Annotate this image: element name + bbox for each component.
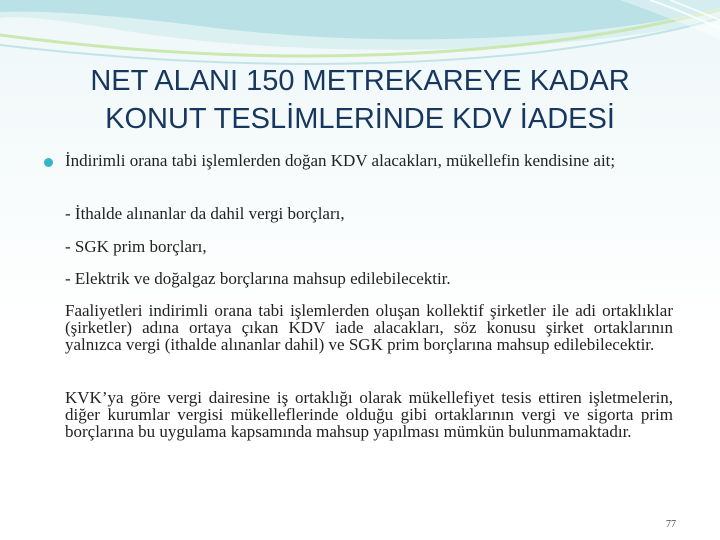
list-item-ithalde: - İthalde alınanlar da dahil vergi borçları, (65, 204, 345, 223)
title-line-1: NET ALANI 150 METREKAREYE KADAR (90, 65, 630, 97)
bullet-text: İndirimli orana tabi işlemlerden doğan KDV alacakları, mükellefin kendisine ait; (65, 151, 616, 170)
slide-title (40, 62, 680, 138)
page-number: 77 (666, 519, 676, 530)
paragraph-kvk: KVK’ya göre vergi dairesine iş ortaklığı olarak mükellefiyet tesis ettiren işletmelerin, diğer kurumlar vergisi mükelleflerinde olduğu gibi ortaklarının vergi ve sigorta prim borçlarına bu uygulama kapsamında mahsup yapılması mümkün bulunmamaktadır. (65, 388, 673, 441)
bullet-dot-icon (44, 158, 53, 167)
list-item-elektrik: - Elektrik ve doğalgaz borçlarına mahsup edilebilecektir. (65, 269, 451, 288)
title-line-2: KONUT TESLİMLERİNDE KDV İADESİ (105, 103, 615, 135)
list-item-sgk: - SGK prim borçları, (65, 237, 207, 256)
paragraph-kollektif: Faaliyetleri indirimli orana tabi işlemlerden oluşan kollektif şirketler ile adi ortaklıklar (şirketler) adına ortaya çıkan KDV iade alacakları, söz konusu şirket ortaklarının yalnızca vergi (ithalde alınanlar dahil) ve SGK prim borçlarına mahsup edilebilecektir. (65, 301, 673, 354)
bullet-item (44, 152, 674, 169)
